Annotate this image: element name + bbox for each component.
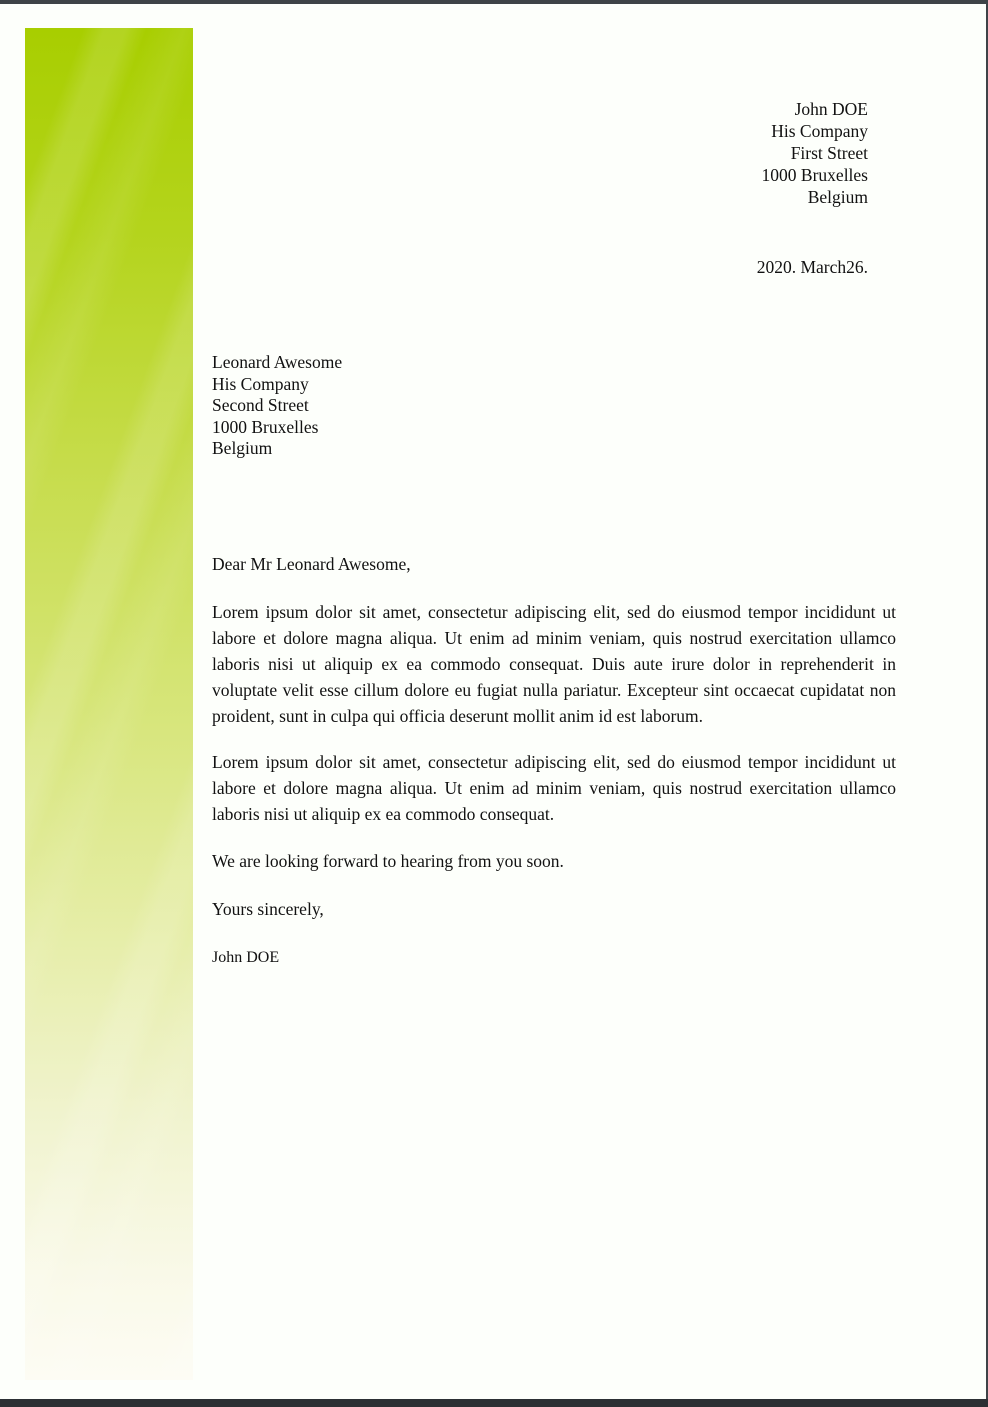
body-paragraph-2: Lorem ipsum dolor sit amet, consectetur adipiscing elit, sed do eiusmod tempor incididunt ut labore et dolore magna aliqua. Ut enim ad minim veniam, quis nostrud exercitation ullamco laboris nisi ut aliquip ex ea commodo consequat.: [212, 752, 896, 824]
sender-company: His Company: [771, 121, 868, 141]
signoff: Yours sincerely,: [212, 899, 324, 919]
window-bottom-edge: [0, 1399, 988, 1407]
recipient-country: Belgium: [212, 438, 273, 458]
recipient-company: His Company: [212, 373, 309, 394]
salutation: Dear Mr Leonard Awesome,: [212, 554, 411, 574]
signature-name: John DOE: [212, 949, 280, 966]
closing-line: We are looking forward to hearing from you soon.: [212, 851, 564, 871]
recipient-street: Second Street: [212, 395, 309, 415]
sender-name: John DOE: [794, 99, 868, 119]
window-top-edge: [0, 0, 988, 4]
recipient-city: 1000 Bruxelles: [212, 416, 319, 437]
recipient-address-block: [212, 352, 342, 460]
sender-city: 1000 Bruxelles: [761, 165, 868, 185]
sender-country: Belgium: [807, 187, 868, 207]
sender-address-block: [762, 98, 868, 208]
body-paragraph-1: Lorem ipsum dolor sit amet, consectetur adipiscing elit, sed do eiusmod tempor incididunt ut labore et dolore magna aliqua. Ut enim ad minim veniam, quis nostrud exercitation ullamco laboris nisi ut aliquip ex ea commodo consequat. Duis aute irure dolor in reprehenderit in voluptate velit esse cillum dolore eu fugiat nulla pariatur. Excepteur sint occaecat cupidatat non proident, sunt in culpa qui officia deserunt mollit anim id est laborum.: [212, 602, 896, 726]
sender-street: First Street: [790, 143, 868, 163]
recipient-name: Leonard Awesome: [212, 352, 343, 372]
letterhead-gradient-band: [25, 28, 193, 1380]
letter-date: 2020. March26.: [756, 257, 868, 277]
